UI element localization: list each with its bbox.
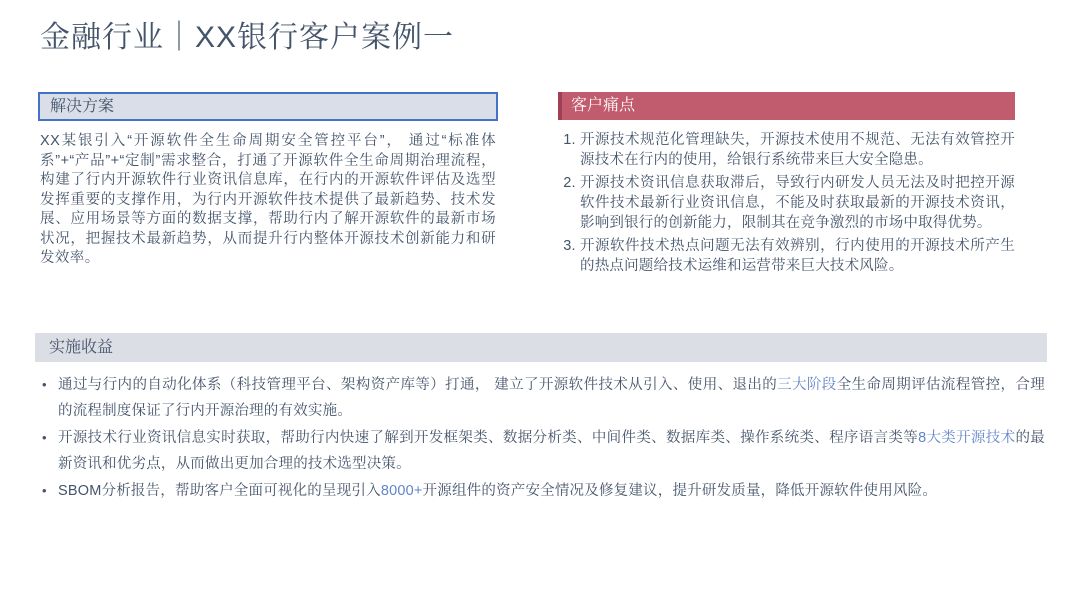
benefit-highlight-text: 8000+ [380,483,423,499]
pain-points-list [558,130,1015,276]
benefits-list [40,372,1045,505]
benefit-highlight-text: 三大阶段 [777,377,837,393]
benefit-item [40,425,1045,477]
pain-points-header [558,92,1015,120]
benefit-item [40,372,1045,424]
benefit-text: 开源组件的资产安全情况及修复建议，提升研发质量，降低开源软件使用风险。 [422,483,938,499]
solution-section [38,92,498,269]
benefit-text: 通过与行内的自动化体系（科技管理平台、架构资产库等）打通， 建立了开源软件技术从引入、使用、退出的 [58,377,778,393]
pain-point-item: 3. 开源软件技术热点问题无法有效辨别，行内使用的开源技术所产生的热点问题给技术运维和运营带来巨大技术风险。 [580,236,1015,276]
pain-point-item: 2. 开源技术资讯信息获取滞后，导致行内研发人员无法及时把控开源软件技术最新行业资讯信息，不能及时获取最新的开源技术资讯，影响到银行的创新能力，限制其在竞争激烈的市场中取得优势。 [580,173,1015,233]
benefits-header-label: 实施收益 [49,339,114,356]
solution-header [38,92,498,121]
benefits-header [35,333,1047,362]
pain-point-item: 1. 开源技术规范化管理缺失，开源技术使用不规范、无法有效管控开源技术在行内的使用，给银行系统带来巨大安全隐患。 [580,130,1015,170]
solution-body: XX某银引入“开源软件全生命周期安全管控平台”， 通过“标准体系”+“产品”+“定制”需求整合，打通了开源软件全生命周期治理流程，构建了行内开源软件行业资讯信息库，在行内的开源软件评估及选型发挥重要的支撑作用，为行内开源软件技术提供了最新趋势、技术发展、应用场景等方面的数据支撑，帮助行内了解开源软件的最新市场状况，把握技术最新趋势，从而提升行内整体开源技术创新能力和研发效率。 [40,133,496,266]
benefit-text: 开源技术行业资讯信息实时获取，帮助行内快速了解到开发框架类、数据分析类、中间件类、数据库类、操作系统类、程序语言类等 [58,430,919,446]
solution-header-label: 解决方案 [50,98,115,115]
pain-points-section [558,92,1015,279]
benefit-text: 的最新资讯和优劣点，从而做出更加合理的技术选型决策。 [58,430,1045,472]
benefit-text: 全生命周期评估流程管控，合理的流程制度保证了行内开源治理的有效实施。 [58,377,1045,419]
benefit-item [40,478,1045,504]
benefit-highlight-text: 8大类开源技术 [918,430,1016,446]
benefit-text: SBOM分析报告，帮助客户全面可视化的呈现引入 [58,483,381,499]
pain-points-header-label: 客户痛点 [571,97,636,114]
page-title: 金融行业｜XX银行客户案例一 [40,21,455,54]
